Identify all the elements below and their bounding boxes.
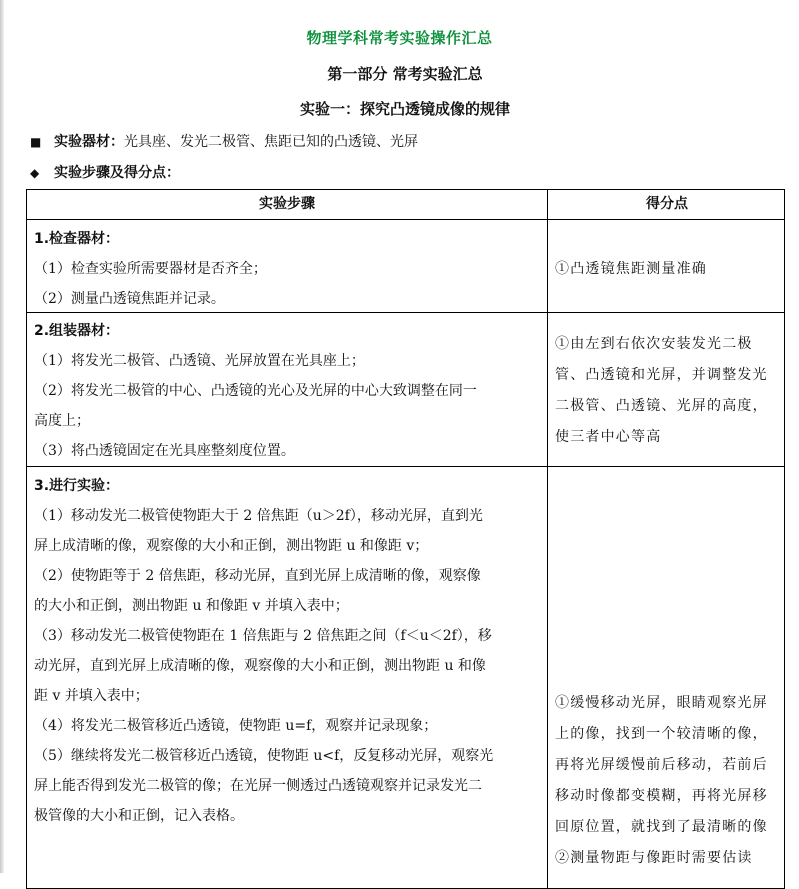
diamond-bullet-icon: ◆	[30, 166, 40, 180]
column-divider	[547, 190, 548, 888]
step-line: （3）移动发光二极管使物距在 1 倍焦距与 2 倍焦距之间（f＜u＜2f），移	[34, 628, 492, 644]
table-row-2-steps	[34, 316, 542, 466]
score-line: ①由左到右依次安装发光二极	[555, 336, 753, 352]
table-row-1-steps	[34, 224, 542, 314]
step-line: （2）将发光二极管的中心、凸透镜的光心及光屏的中心大致调整在同一	[34, 383, 477, 399]
step-line: 动光屏，直到光屏上成清晰的像，观察像的大小和正倒，测出物距 u 和像	[34, 658, 486, 674]
score-line: 管、凸透镜和光屏，并调整发光	[555, 367, 768, 383]
score-line: ②测量物距与像距时需要估读	[555, 850, 753, 866]
step-line: 屏上能否得到发光二极管的像；在光屏一侧透过凸透镜观察并记录发光二	[34, 778, 482, 794]
step-line: 极管像的大小和正倒，记入表格。	[34, 808, 244, 824]
score-line: 二极管、凸透镜、光屏的高度，	[555, 398, 768, 414]
column-header-steps: 实验步骤	[259, 196, 315, 212]
part-title: 第一部分 常考实验汇总	[327, 65, 483, 83]
score-line: 回原位置，就找到了最清晰的像	[555, 819, 768, 835]
step-line: （1）移动发光二极管使物距大于 2 倍焦距（u＞2f），移动光屏，直到光	[34, 508, 483, 524]
equipment-text: 光具座、发光二极管、焦距已知的凸透镜、光屏	[124, 134, 418, 150]
step-line: （1）将发光二极管、凸透镜、光屏放置在光具座上；	[34, 353, 365, 369]
score-line: 上的像，找到一个较清晰的像，	[555, 726, 768, 742]
score-line: 再将光屏缓慢前后移动，若前后	[555, 757, 768, 773]
square-bullet-icon: ■	[30, 135, 42, 149]
section-heading: 3.进行实验：	[34, 478, 120, 494]
header-divider	[27, 219, 784, 220]
page-edge-shadow	[0, 0, 4, 873]
steps-heading-line	[30, 162, 180, 182]
steps-table	[26, 189, 785, 889]
steps-heading-label: 实验步骤及得分点：	[54, 165, 180, 181]
column-header-score: 得分点	[646, 196, 688, 212]
table-row-2-score	[555, 329, 781, 453]
step-line: （1）检查实验所需要器材是否齐全；	[34, 261, 267, 277]
step-line: 距 v 并填入表中；	[34, 688, 149, 704]
step-line: 屏上成清晰的像，观察像的大小和正倒，测出物距 u 和像距 v；	[34, 538, 429, 554]
step-line: （2）测量凸透镜焦距并记录。	[34, 291, 225, 307]
table-row-1-score	[555, 254, 781, 285]
score-line: ①缓慢移动光屏，眼睛观察光屏	[555, 695, 768, 711]
section-heading: 2.组装器材：	[34, 323, 120, 339]
document-title: 物理学科常考实验操作汇总	[306, 29, 493, 47]
score-line: ①凸透镜焦距测量准确	[555, 261, 707, 277]
section-heading: 1.检查器材：	[34, 231, 120, 247]
row-divider	[27, 466, 784, 467]
table-row-3-steps	[34, 471, 542, 831]
step-line: （3）将凸透镜固定在光具座整刻度位置。	[34, 443, 295, 459]
equipment-label: 实验器材：	[54, 134, 124, 150]
step-line: 的大小和正倒，测出物距 u 和像距 v 并填入表中；	[34, 598, 349, 614]
score-line: 使三者中心等高	[555, 429, 662, 445]
experiment-title: 实验一：探究凸透镜成像的规律	[299, 100, 510, 118]
equipment-line	[30, 131, 418, 151]
step-line: （4）将发光二极管移近凸透镜，使物距 u=f，观察并记录现象；	[34, 718, 438, 734]
step-line: （5）继续将发光二极管移近凸透镜，使物距 u<f，反复移动光屏，观察光	[34, 748, 494, 764]
table-row-3-score	[555, 688, 781, 874]
step-line: （2）使物距等于 2 倍焦距，移动光屏，直到光屏上成清晰的像，观察像	[34, 568, 481, 584]
step-line: 高度上；	[34, 413, 90, 429]
score-line: 移动时像都变模糊，再将光屏移	[555, 788, 768, 804]
